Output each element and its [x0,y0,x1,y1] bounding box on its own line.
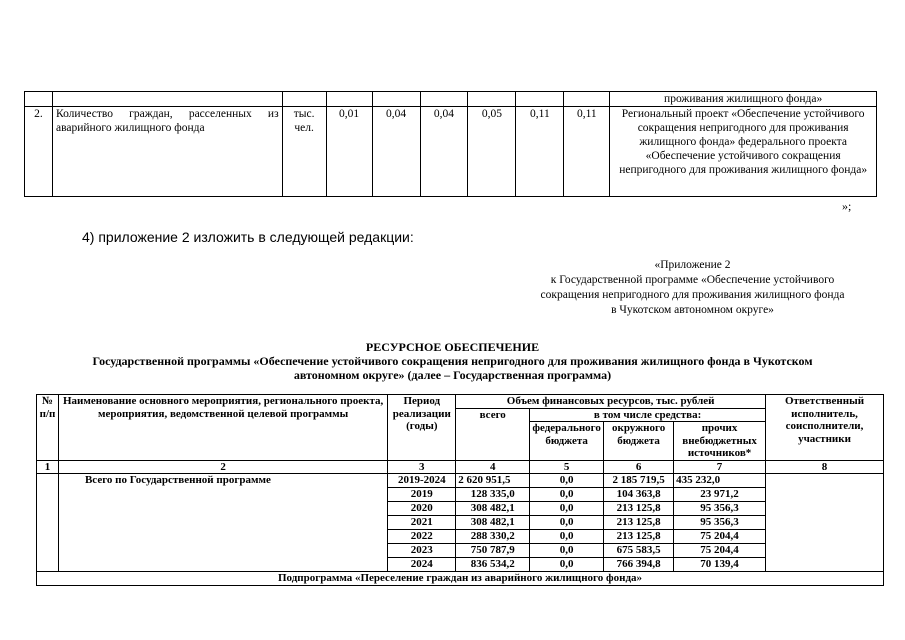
resource-title: РЕСУРСНОЕ ОБЕСПЕЧЕНИЕ Государственной программы «Обеспечение устойчивого сокращения непригодного для проживания жилищного фонда в Чукотском автономном округе» (далее – Государственная программа) [92,340,813,382]
period-cell: 2023 [388,544,456,558]
header-period: Период реализации (годы) [388,395,456,461]
total-cell: 288 330,2 [456,530,530,544]
header-district: окружного бюджета [604,422,674,461]
federal-cell: 0,0 [530,488,604,502]
source-cell: проживания жилищного фонда» [610,92,877,107]
value-cell: 0,04 [420,107,468,197]
table-row [37,474,884,488]
source-cell: Региональный проект «Обеспечение устойчивого сокращения непригодного для проживания жилищного фонда» федерального проекта «Обеспечение устойчивого сокращения непригодного для проживания жилищного фонда» [610,107,877,197]
total-cell: 308 482,1 [456,516,530,530]
federal-cell: 0,0 [530,530,604,544]
indicator-name: Количество граждан, расселенных из аварийного жилищного фонда [52,107,282,197]
col-number: 3 [388,460,456,474]
other-cell: 75 204,4 [674,530,766,544]
subprogram-row [37,572,884,586]
header-including: в том числе средства: [530,408,766,422]
value-cell: 0,04 [372,107,420,197]
total-cell: 2 620 951,5 [456,474,530,488]
col-number: 1 [37,460,59,474]
col-number: 7 [674,460,766,474]
appendix-heading: «Приложение 2 к Государственной программе «Обеспечение устойчивого сокращения непригодного для проживания жилищного фонда в Чукотском автономном округе» [540,259,845,316]
header-total: всего [456,408,530,460]
col-number: 8 [766,460,884,474]
federal-cell: 0,0 [530,474,604,488]
col-number: 4 [456,460,530,474]
period-cell: 2019-2024 [388,474,456,488]
total-cell: 128 335,0 [456,488,530,502]
other-cell: 95 356,3 [674,502,766,516]
header-num: № п/п [37,395,59,461]
col-number: 6 [604,460,674,474]
table-row [25,92,877,107]
col-number: 2 [58,460,387,474]
period-cell: 2019 [388,488,456,502]
district-cell: 213 125,8 [604,502,674,516]
other-cell: 435 232,0 [674,474,766,488]
instruction-text: 4) приложение 2 изложить в следующей редакции: [82,229,414,245]
resource-table [36,394,884,586]
col-number: 5 [530,460,604,474]
table-row [25,107,877,197]
period-cell: 2024 [388,558,456,572]
district-cell: 766 394,8 [604,558,674,572]
closing-quote: »; [842,199,852,213]
other-cell: 23 971,2 [674,488,766,502]
header-responsible: Ответственный исполнитель, соисполнители, участники [766,395,884,461]
header-volume: Объем финансовых ресурсов, тыс. рублей [456,395,766,409]
period-cell: 2022 [388,530,456,544]
other-cell: 75 204,4 [674,544,766,558]
value-cell: 0,11 [564,107,610,197]
subprogram-title: Подпрограмма «Переселение граждан из аварийного жилищного фонда» [37,572,884,586]
district-cell: 104 363,8 [604,488,674,502]
period-cell: 2020 [388,502,456,516]
district-cell: 213 125,8 [604,516,674,530]
value-cell: 0,05 [468,107,516,197]
value-cell: 0,01 [326,107,372,197]
unit-cell: тыс. чел. [282,107,326,197]
header-row [37,395,884,409]
district-cell: 675 583,5 [604,544,674,558]
federal-cell: 0,0 [530,502,604,516]
value-cell: 0,11 [516,107,564,197]
total-label: Всего по Государственной программе [58,474,387,572]
other-cell: 95 356,3 [674,516,766,530]
header-name: Наименование основного мероприятия, регионального проекта, мероприятия, ведомственной целевой программы [58,395,387,461]
federal-cell: 0,0 [530,544,604,558]
total-cell: 308 482,1 [456,502,530,516]
district-cell: 213 125,8 [604,530,674,544]
total-cell: 836 534,2 [456,558,530,572]
column-number-row [37,460,884,474]
federal-cell: 0,0 [530,516,604,530]
total-cell: 750 787,9 [456,544,530,558]
header-other: прочих внебюджетных источников* [674,422,766,461]
header-federal: федерального бюджета [530,422,604,461]
indicators-table [24,91,877,197]
row-number: 2. [25,107,53,197]
period-cell: 2021 [388,516,456,530]
district-cell: 2 185 719,5 [604,474,674,488]
federal-cell: 0,0 [530,558,604,572]
other-cell: 70 139,4 [674,558,766,572]
